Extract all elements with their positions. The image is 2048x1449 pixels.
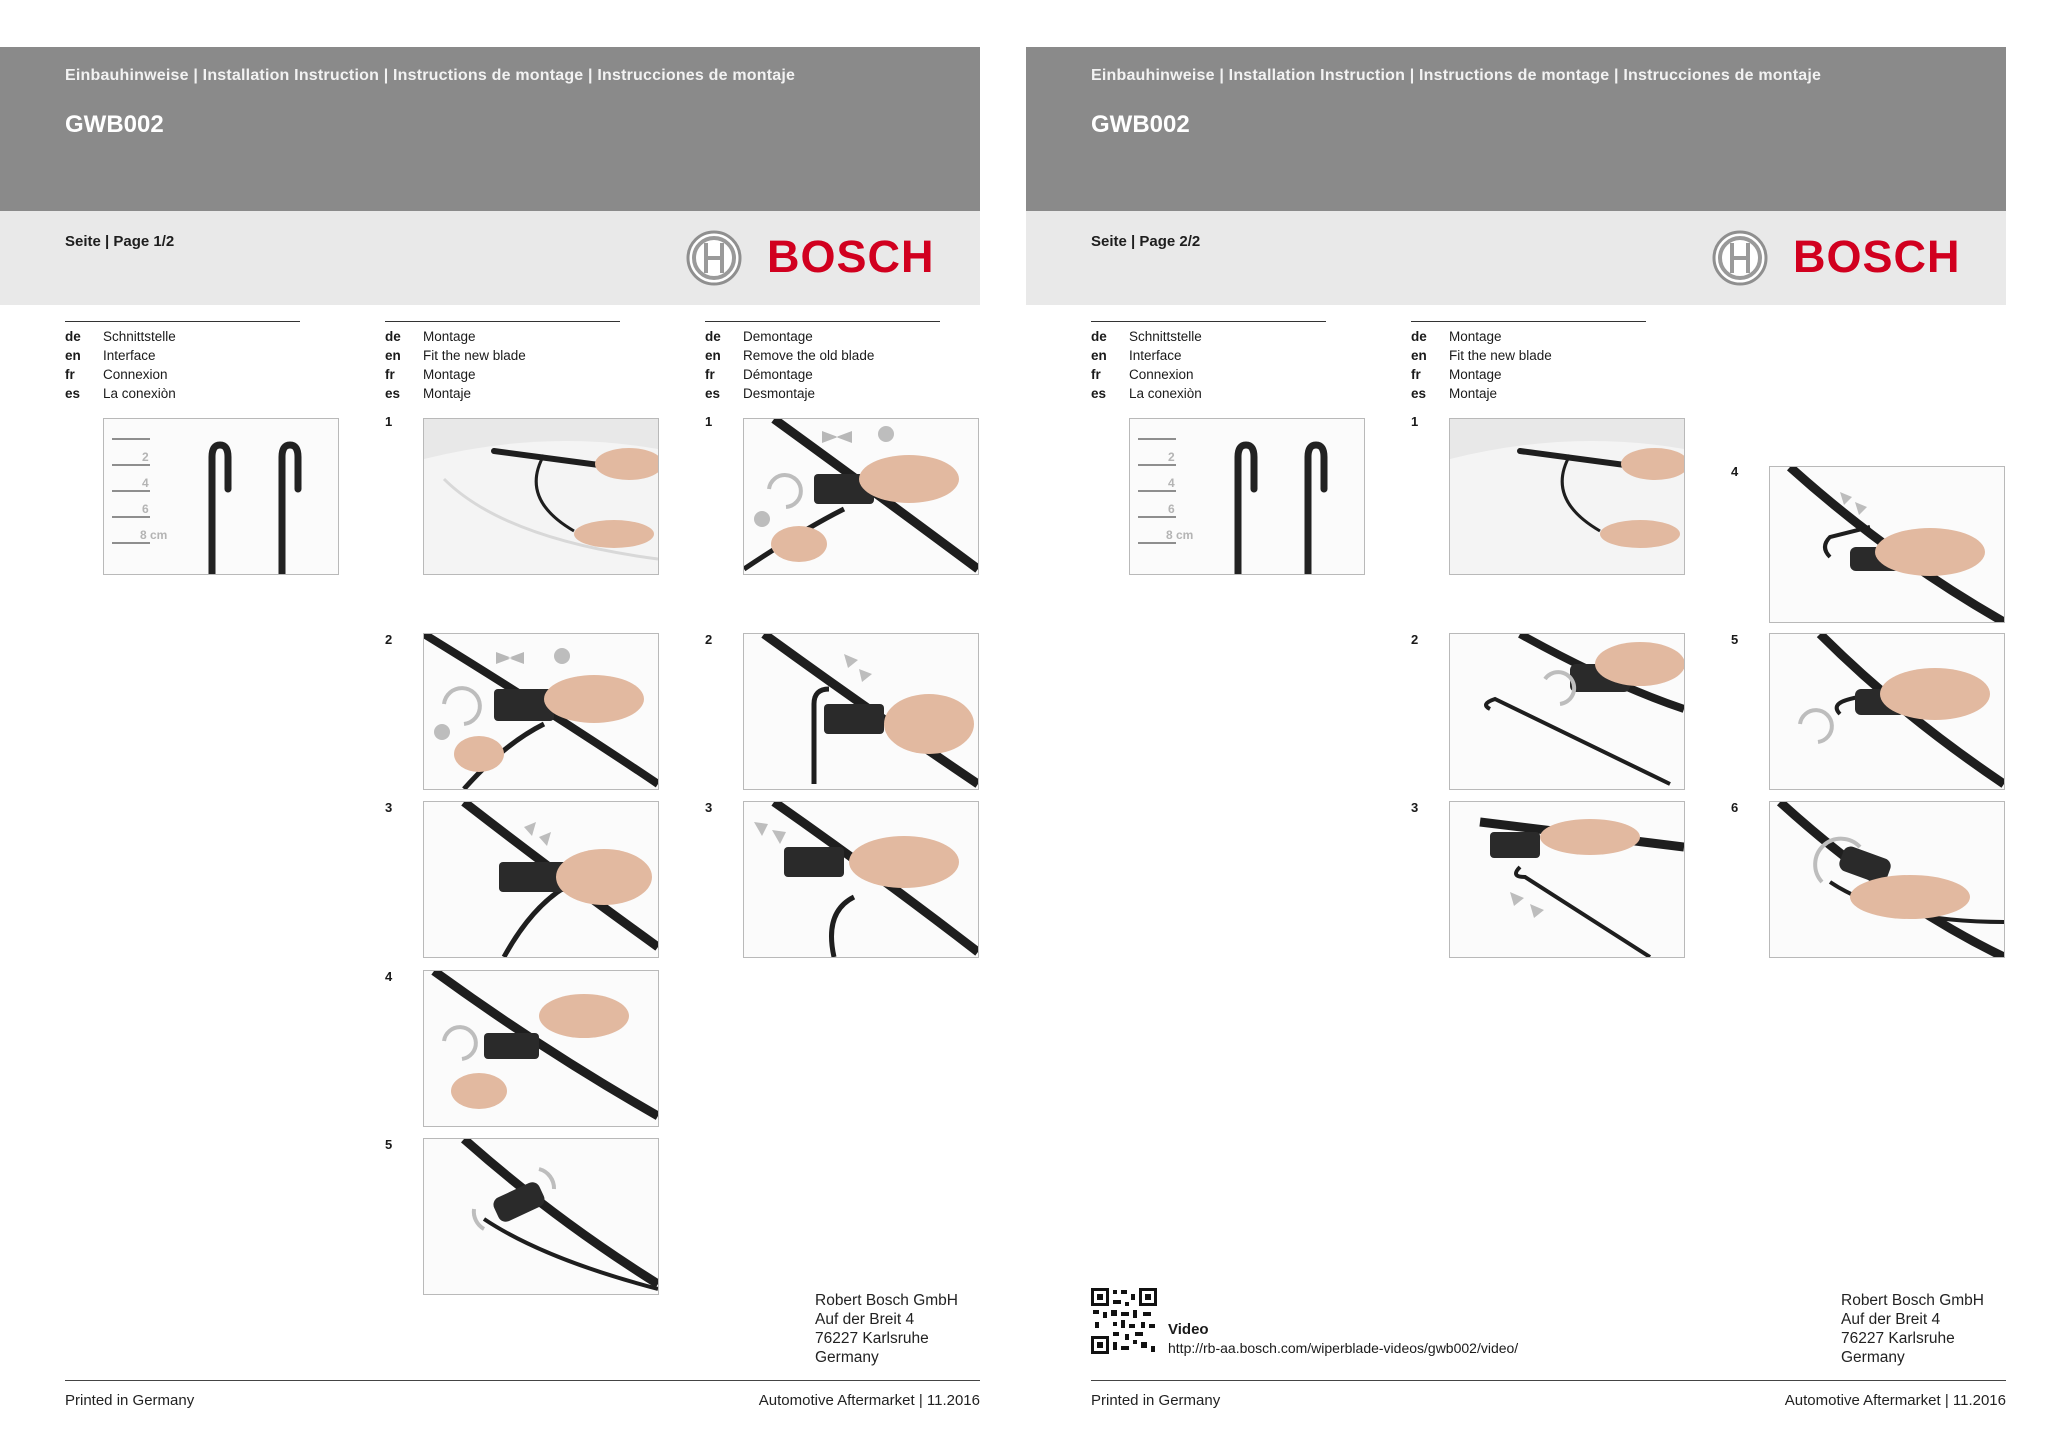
lang-code: de bbox=[385, 329, 401, 344]
lang-row-es bbox=[385, 384, 620, 403]
lang-text: Montage bbox=[423, 367, 476, 382]
interface-hook-figure bbox=[1129, 418, 1365, 575]
ruler-mark: 2 bbox=[1168, 450, 1175, 464]
header-languages: Einbauhinweise | Installation Instruction | Instructions de montage | Instrucciones de montaje bbox=[65, 67, 796, 84]
lang-code: fr bbox=[705, 367, 715, 382]
section-mount bbox=[1411, 321, 1646, 403]
lang-row-fr bbox=[1411, 365, 1646, 384]
subheader-bar bbox=[1026, 211, 2006, 305]
footer-divider bbox=[65, 1380, 980, 1381]
step-number: 3 bbox=[385, 800, 393, 815]
header-bar bbox=[0, 47, 980, 211]
lang-text: Démontage bbox=[743, 367, 813, 382]
lang-code: es bbox=[705, 386, 721, 401]
video-title: Video bbox=[1168, 1321, 1209, 1338]
step-number: 3 bbox=[1411, 800, 1419, 815]
mount-step-1-figure bbox=[423, 418, 659, 575]
page-label: Seite | Page 1/2 bbox=[65, 233, 175, 250]
lang-text: Fit the new blade bbox=[1449, 348, 1552, 363]
lang-code: fr bbox=[385, 367, 395, 382]
step-number: 4 bbox=[1731, 464, 1739, 479]
lang-code: es bbox=[1411, 386, 1427, 401]
lang-text: Connexion bbox=[1129, 367, 1194, 382]
address-line: Robert Bosch GmbH bbox=[815, 1292, 958, 1309]
step-number: 1 bbox=[385, 414, 393, 429]
lang-text: Montage bbox=[423, 329, 476, 344]
lang-text: La conexiòn bbox=[103, 386, 176, 401]
lang-code: es bbox=[385, 386, 401, 401]
lang-code: en bbox=[1411, 348, 1427, 363]
instruction-sheet-page-1 bbox=[0, 47, 980, 1427]
subheader-bar bbox=[0, 211, 980, 305]
lang-code: en bbox=[65, 348, 81, 363]
lang-text: Montaje bbox=[423, 386, 472, 401]
lang-text: Remove the old blade bbox=[743, 348, 875, 363]
address-line: Auf der Breit 4 bbox=[815, 1311, 915, 1328]
mount-step-3-figure bbox=[423, 801, 659, 958]
lang-row-en bbox=[65, 346, 300, 365]
header-bar bbox=[1026, 47, 2006, 211]
address-line: 76227 Karlsruhe bbox=[1841, 1330, 1955, 1347]
ruler-mark: 6 bbox=[142, 502, 149, 516]
lang-code: en bbox=[705, 348, 721, 363]
lang-text: Montage bbox=[1449, 329, 1502, 344]
remove-step-3-figure bbox=[743, 801, 979, 958]
lang-code: de bbox=[1091, 329, 1107, 344]
lang-row-fr bbox=[385, 365, 620, 384]
address-line: 76227 Karlsruhe bbox=[815, 1330, 929, 1347]
footer-edition: Automotive Aftermarket | 11.2016 bbox=[1784, 1392, 2006, 1409]
video-link-block[interactable] bbox=[1168, 1321, 1518, 1356]
video-url[interactable]: http://rb-aa.bosch.com/wiperblade-videos/gwb002/video/ bbox=[1168, 1340, 1519, 1356]
footer-printed: Printed in Germany bbox=[65, 1392, 195, 1409]
mount-step-2-figure bbox=[1449, 633, 1685, 790]
model-title: GWB002 bbox=[1091, 111, 1190, 138]
lang-text: Schnittstelle bbox=[1129, 329, 1202, 344]
page-label: Seite | Page 2/2 bbox=[1091, 233, 1201, 250]
ruler-mark: 6 bbox=[1168, 502, 1175, 516]
step-number: 5 bbox=[385, 1137, 393, 1152]
lang-row-es bbox=[65, 384, 300, 403]
header-languages: Einbauhinweise | Installation Instruction | Instructions de montage | Instrucciones de montaje bbox=[1091, 67, 1822, 84]
lang-row-en bbox=[385, 346, 620, 365]
step-number: 5 bbox=[1731, 632, 1739, 647]
mount-step-5-figure bbox=[1769, 633, 2005, 790]
lang-code: de bbox=[65, 329, 81, 344]
lang-row-es bbox=[1091, 384, 1326, 403]
footer-printed: Printed in Germany bbox=[1091, 1392, 1221, 1409]
bosch-armature-icon bbox=[685, 229, 743, 287]
company-address bbox=[1841, 1291, 1984, 1367]
lang-row-de bbox=[705, 327, 940, 346]
lang-row-fr bbox=[1091, 365, 1326, 384]
ruler-mark: 4 bbox=[1168, 476, 1175, 490]
interface-hook-figure bbox=[103, 418, 339, 575]
lang-text: Schnittstelle bbox=[103, 329, 176, 344]
lang-text: Interface bbox=[103, 348, 156, 363]
lang-row-es bbox=[1411, 384, 1646, 403]
address-line: Auf der Breit 4 bbox=[1841, 1311, 1941, 1328]
ruler-mark: 2 bbox=[142, 450, 149, 464]
section-mount bbox=[385, 321, 620, 403]
brand-wordmark: BOSCH bbox=[1793, 231, 1961, 282]
step-number: 3 bbox=[705, 800, 713, 815]
bosch-logo bbox=[685, 229, 955, 287]
step-number: 1 bbox=[1411, 414, 1419, 429]
brand-wordmark: BOSCH bbox=[767, 231, 935, 282]
ruler-mark: 4 bbox=[142, 476, 149, 490]
section-interface bbox=[65, 321, 300, 403]
mount-step-4-figure bbox=[1769, 466, 2005, 623]
section-remove bbox=[705, 321, 940, 403]
lang-code: de bbox=[705, 329, 721, 344]
remove-step-2-figure bbox=[743, 633, 979, 790]
lang-row-de bbox=[385, 327, 620, 346]
lang-text: Montaje bbox=[1449, 386, 1498, 401]
ruler-mark: 8 cm bbox=[140, 528, 168, 542]
mount-step-4-figure bbox=[423, 970, 659, 1127]
lang-code: es bbox=[1091, 386, 1107, 401]
mount-step-2-figure bbox=[423, 633, 659, 790]
lang-code: fr bbox=[1411, 367, 1421, 382]
lang-code: fr bbox=[65, 367, 75, 382]
mount-step-3-figure bbox=[1449, 801, 1685, 958]
address-line: Robert Bosch GmbH bbox=[1841, 1292, 1984, 1309]
mount-step-6-figure bbox=[1769, 801, 2005, 958]
lang-row-en bbox=[1411, 346, 1646, 365]
step-number: 2 bbox=[705, 632, 713, 647]
lang-code: en bbox=[385, 348, 401, 363]
step-number: 6 bbox=[1731, 800, 1739, 815]
lang-code: fr bbox=[1091, 367, 1101, 382]
lang-row-en bbox=[1091, 346, 1326, 365]
qr-code[interactable] bbox=[1091, 1288, 1157, 1354]
bosch-armature-icon bbox=[1711, 229, 1769, 287]
model-title: GWB002 bbox=[65, 111, 164, 138]
step-number: 2 bbox=[385, 632, 393, 647]
footer-divider bbox=[1091, 1380, 2006, 1381]
lang-row-en bbox=[705, 346, 940, 365]
lang-row-fr bbox=[705, 365, 940, 384]
instruction-sheet-page-2 bbox=[1026, 47, 2006, 1427]
lang-row-de bbox=[65, 327, 300, 346]
company-address bbox=[815, 1291, 958, 1367]
lang-row-de bbox=[1411, 327, 1646, 346]
lang-text: Interface bbox=[1129, 348, 1182, 363]
bosch-logo bbox=[1711, 229, 1981, 287]
lang-code: de bbox=[1411, 329, 1427, 344]
ruler-mark: 8 cm bbox=[1166, 528, 1194, 542]
lang-row-es bbox=[705, 384, 940, 403]
mount-step-5-figure bbox=[423, 1138, 659, 1295]
lang-text: Connexion bbox=[103, 367, 168, 382]
lang-code: es bbox=[65, 386, 81, 401]
address-line: Germany bbox=[815, 1349, 879, 1366]
mount-step-1-figure bbox=[1449, 418, 1685, 575]
lang-code: en bbox=[1091, 348, 1107, 363]
step-number: 4 bbox=[385, 969, 393, 984]
section-interface bbox=[1091, 321, 1326, 403]
lang-text: Demontage bbox=[743, 329, 813, 344]
step-number: 2 bbox=[1411, 632, 1419, 647]
lang-text: Montage bbox=[1449, 367, 1502, 382]
remove-step-1-figure bbox=[743, 418, 979, 575]
lang-row-fr bbox=[65, 365, 300, 384]
address-line: Germany bbox=[1841, 1349, 1905, 1366]
footer-edition: Automotive Aftermarket | 11.2016 bbox=[758, 1392, 980, 1409]
lang-text: Fit the new blade bbox=[423, 348, 526, 363]
lang-row-de bbox=[1091, 327, 1326, 346]
step-number: 1 bbox=[705, 414, 713, 429]
lang-text: La conexiòn bbox=[1129, 386, 1202, 401]
lang-text: Desmontaje bbox=[743, 386, 816, 401]
